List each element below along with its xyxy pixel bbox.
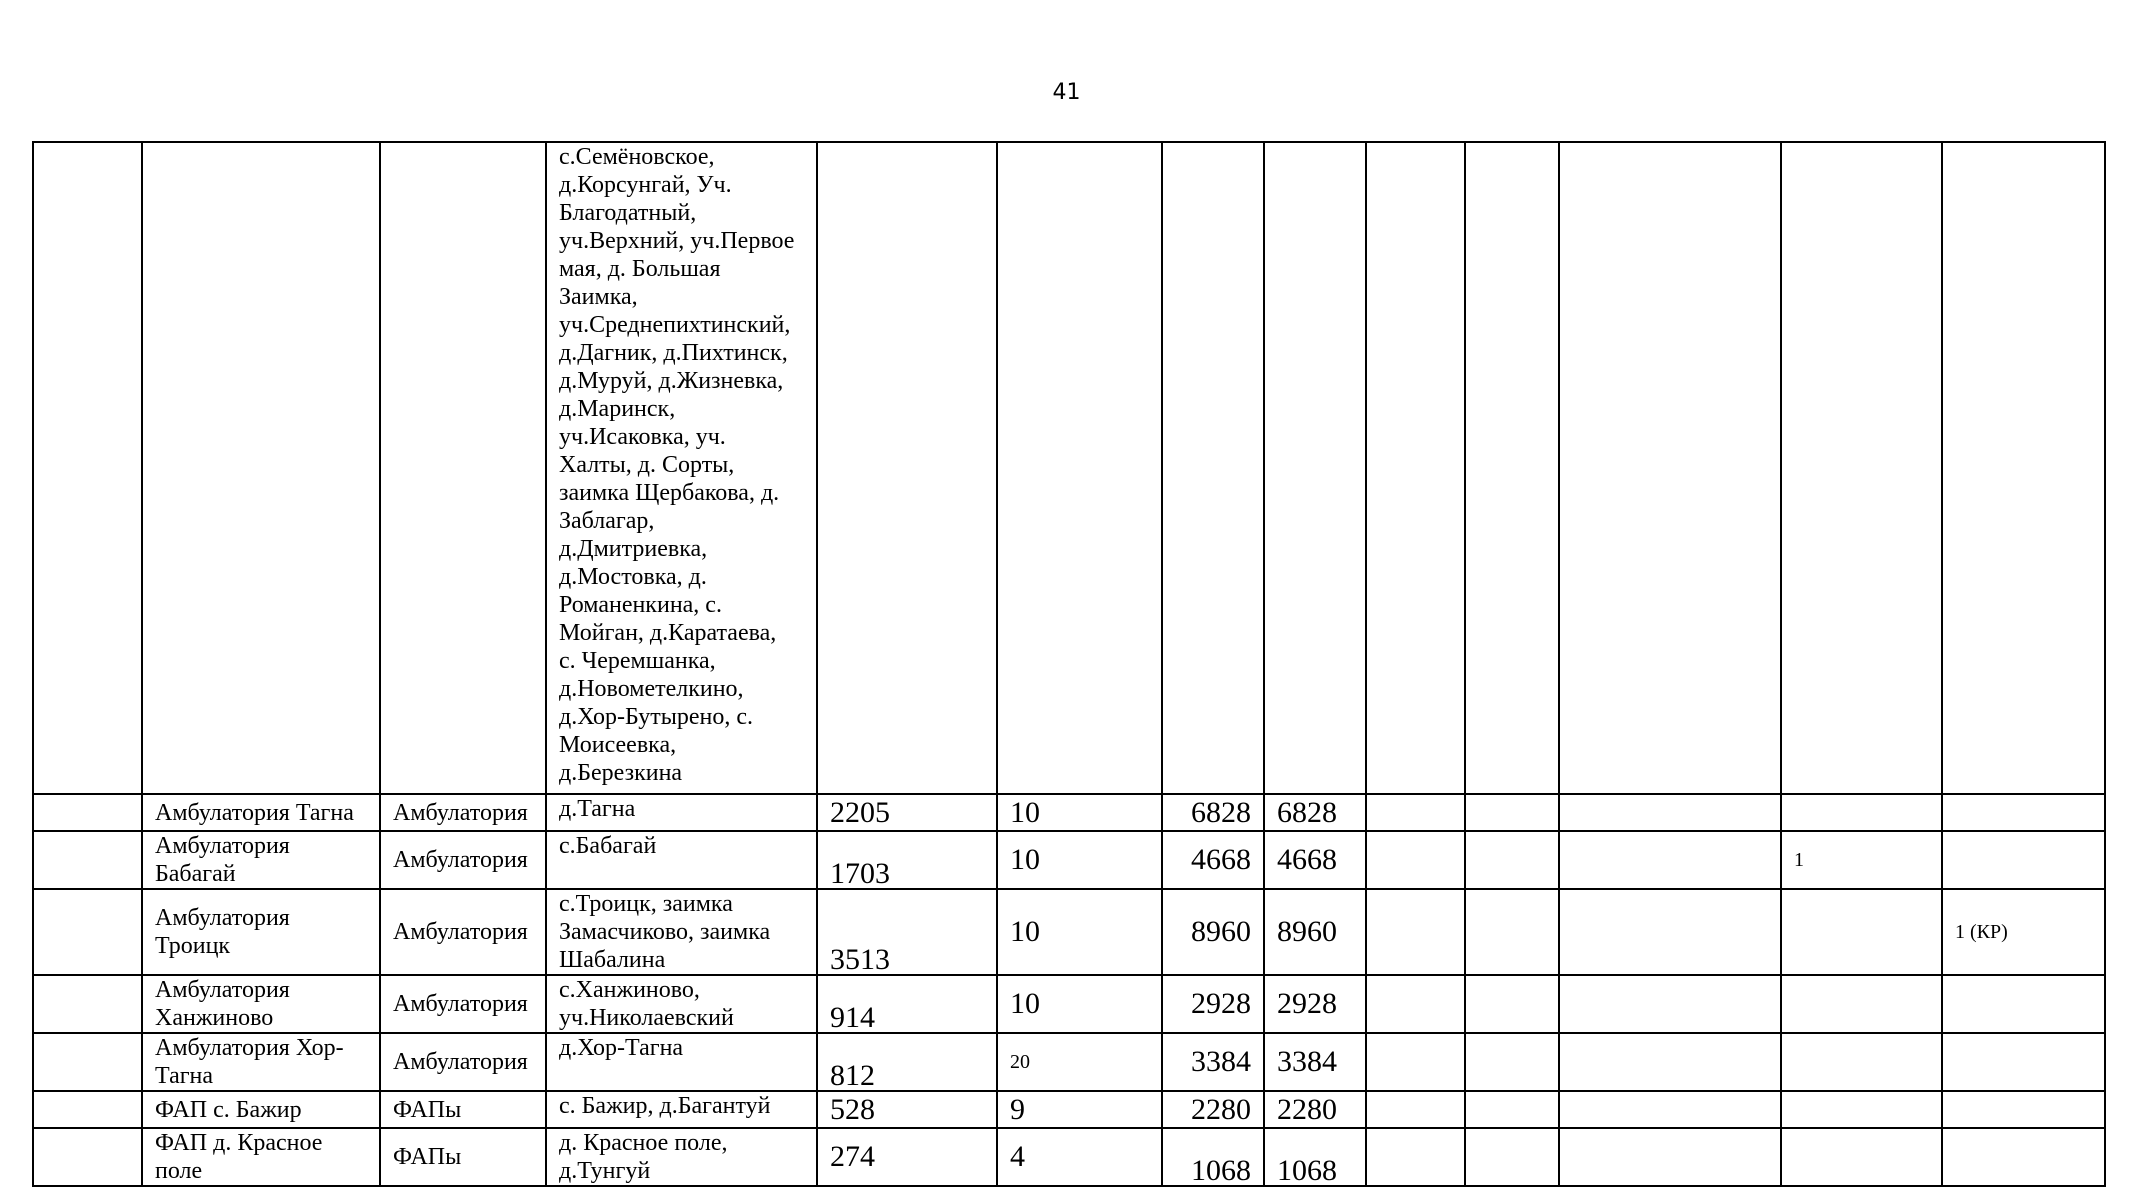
facility-type-cell: Амбулатория <box>380 975 546 1033</box>
address-cell: д.Тагна <box>546 794 817 831</box>
value-cell: 3384 <box>1264 1033 1366 1091</box>
table-cell <box>1559 975 1781 1033</box>
facility-type-cell: ФАПы <box>380 1128 546 1186</box>
facility-name-cell: Амбулатория Тагна <box>142 794 380 831</box>
address-cell: с.Семёновское, д.Корсунгай, Уч. Благодатный, уч.Верхний, уч.Первое мая, д. Большая Заимка, уч.Среднепихтинский, д.Дагник, д.Пихтинск, д.Муруй, д.Жизневка, д.Маринск, уч.Исаковка, уч. Халты, д. Сорты, заимка Щербакова, д. Заблагар, д.Дмитриевка, д.Мостовка, д. Романенкина, с. Мойган, д.Каратаева, с. Черемшанка, д.Новометелкино, д.Хор-Бутырено, с. Моисеевка, д.Березкина <box>546 142 817 794</box>
value-cell: 8960 <box>1264 889 1366 975</box>
value-cell: 2928 <box>1162 975 1264 1033</box>
value-cell <box>1781 1128 1942 1186</box>
value-cell <box>1942 1091 2105 1128</box>
value-cell: 1068 <box>1264 1128 1366 1186</box>
table-cell <box>1559 1091 1781 1128</box>
table-cell <box>1366 1033 1465 1091</box>
value-cell <box>1781 1033 1942 1091</box>
population-cell: 528 <box>817 1091 997 1128</box>
table-cell <box>142 142 380 794</box>
value-cell: 20 <box>997 1033 1162 1091</box>
table-cell <box>1465 831 1559 889</box>
value-cell: 10 <box>997 831 1162 889</box>
table-cell <box>1366 1128 1465 1186</box>
table-cell <box>1942 142 2105 794</box>
value-cell: 8960 <box>1162 889 1264 975</box>
table-cell <box>1781 142 1942 794</box>
population-cell: 1703 <box>817 831 997 889</box>
table-row <box>33 1091 2105 1128</box>
value-cell: 6828 <box>1264 794 1366 831</box>
value-cell <box>1781 889 1942 975</box>
value-cell: 6828 <box>1162 794 1264 831</box>
address-cell: д. Красное поле, д.Тунгуй <box>546 1128 817 1186</box>
value-cell <box>1781 1091 1942 1128</box>
table-cell <box>1264 142 1366 794</box>
table-cell <box>817 142 997 794</box>
value-cell: 10 <box>997 794 1162 831</box>
table-cell <box>1465 889 1559 975</box>
population-cell: 2205 <box>817 794 997 831</box>
value-cell: 4668 <box>1162 831 1264 889</box>
table-cell <box>33 794 142 831</box>
table-cell <box>1559 1128 1781 1186</box>
table-cell <box>1465 1091 1559 1128</box>
table-cell <box>380 142 546 794</box>
table-cell <box>1366 889 1465 975</box>
table-cell <box>1465 142 1559 794</box>
table-cell <box>33 1033 142 1091</box>
table-cell <box>33 975 142 1033</box>
population-cell: 812 <box>817 1033 997 1091</box>
facility-name-cell: Амбулатория Ханжиново <box>142 975 380 1033</box>
table-cell <box>1366 975 1465 1033</box>
table-row <box>33 889 2105 975</box>
facility-type-cell: Амбулатория <box>380 1033 546 1091</box>
value-cell: 1 <box>1781 831 1942 889</box>
address-cell: с. Бажир, д.Багантуй <box>546 1091 817 1128</box>
value-cell <box>1942 1128 2105 1186</box>
table-cell <box>1559 1033 1781 1091</box>
value-cell: 1068 <box>1162 1128 1264 1186</box>
population-cell: 914 <box>817 975 997 1033</box>
address-cell: с.Ханжиново, уч.Николаевский <box>546 975 817 1033</box>
value-cell <box>1942 794 2105 831</box>
table-cell <box>1465 1128 1559 1186</box>
table-cell <box>1162 142 1264 794</box>
value-cell: 1 (КР) <box>1942 889 2105 975</box>
table-cell <box>1559 831 1781 889</box>
facility-type-cell: ФАПы <box>380 1091 546 1128</box>
table-row <box>33 1128 2105 1186</box>
table-cell <box>1366 831 1465 889</box>
value-cell <box>1781 975 1942 1033</box>
address-cell: д.Хор-Тагна <box>546 1033 817 1091</box>
table-cell <box>1465 794 1559 831</box>
value-cell <box>1781 794 1942 831</box>
table-cell <box>1366 142 1465 794</box>
table-cell <box>1366 794 1465 831</box>
facility-name-cell: Амбулатория Троицк <box>142 889 380 975</box>
table-row <box>33 142 2105 794</box>
table-row <box>33 794 2105 831</box>
facility-name-cell: ФАП с. Бажир <box>142 1091 380 1128</box>
table-row <box>33 975 2105 1033</box>
facility-name-cell: ФАП д. Красное поле <box>142 1128 380 1186</box>
population-cell: 274 <box>817 1128 997 1186</box>
facility-type-cell: Амбулатория <box>380 831 546 889</box>
value-cell: 10 <box>997 889 1162 975</box>
facility-name-cell: Амбулатория Хор-Тагна <box>142 1033 380 1091</box>
table-cell <box>33 1128 142 1186</box>
table-row <box>33 1033 2105 1091</box>
value-cell: 2280 <box>1264 1091 1366 1128</box>
table-cell <box>33 142 142 794</box>
table-cell <box>1366 1091 1465 1128</box>
facility-type-cell: Амбулатория <box>380 794 546 831</box>
value-cell: 4 <box>997 1128 1162 1186</box>
table-row <box>33 831 2105 889</box>
facilities-table <box>32 141 2106 1187</box>
value-cell: 4668 <box>1264 831 1366 889</box>
table-cell <box>1465 1033 1559 1091</box>
facility-type-cell: Амбулатория <box>380 889 546 975</box>
table-cell <box>1559 794 1781 831</box>
address-cell: с.Троицк, заимка Замасчиково, заимка Шабалина <box>546 889 817 975</box>
value-cell <box>1942 1033 2105 1091</box>
value-cell: 2928 <box>1264 975 1366 1033</box>
page-number: 41 <box>1052 80 1081 105</box>
address-cell: с.Бабагай <box>546 831 817 889</box>
table-cell <box>33 1091 142 1128</box>
table-cell <box>1465 975 1559 1033</box>
value-cell: 2280 <box>1162 1091 1264 1128</box>
table-cell <box>33 889 142 975</box>
value-cell <box>1942 831 2105 889</box>
value-cell: 9 <box>997 1091 1162 1128</box>
facility-name-cell: Амбулатория Бабагай <box>142 831 380 889</box>
value-cell <box>1942 975 2105 1033</box>
table-cell <box>997 142 1162 794</box>
value-cell: 3384 <box>1162 1033 1264 1091</box>
table-cell <box>1559 889 1781 975</box>
table-cell <box>33 831 142 889</box>
population-cell: 3513 <box>817 889 997 975</box>
table-cell <box>1559 142 1781 794</box>
value-cell: 10 <box>997 975 1162 1033</box>
